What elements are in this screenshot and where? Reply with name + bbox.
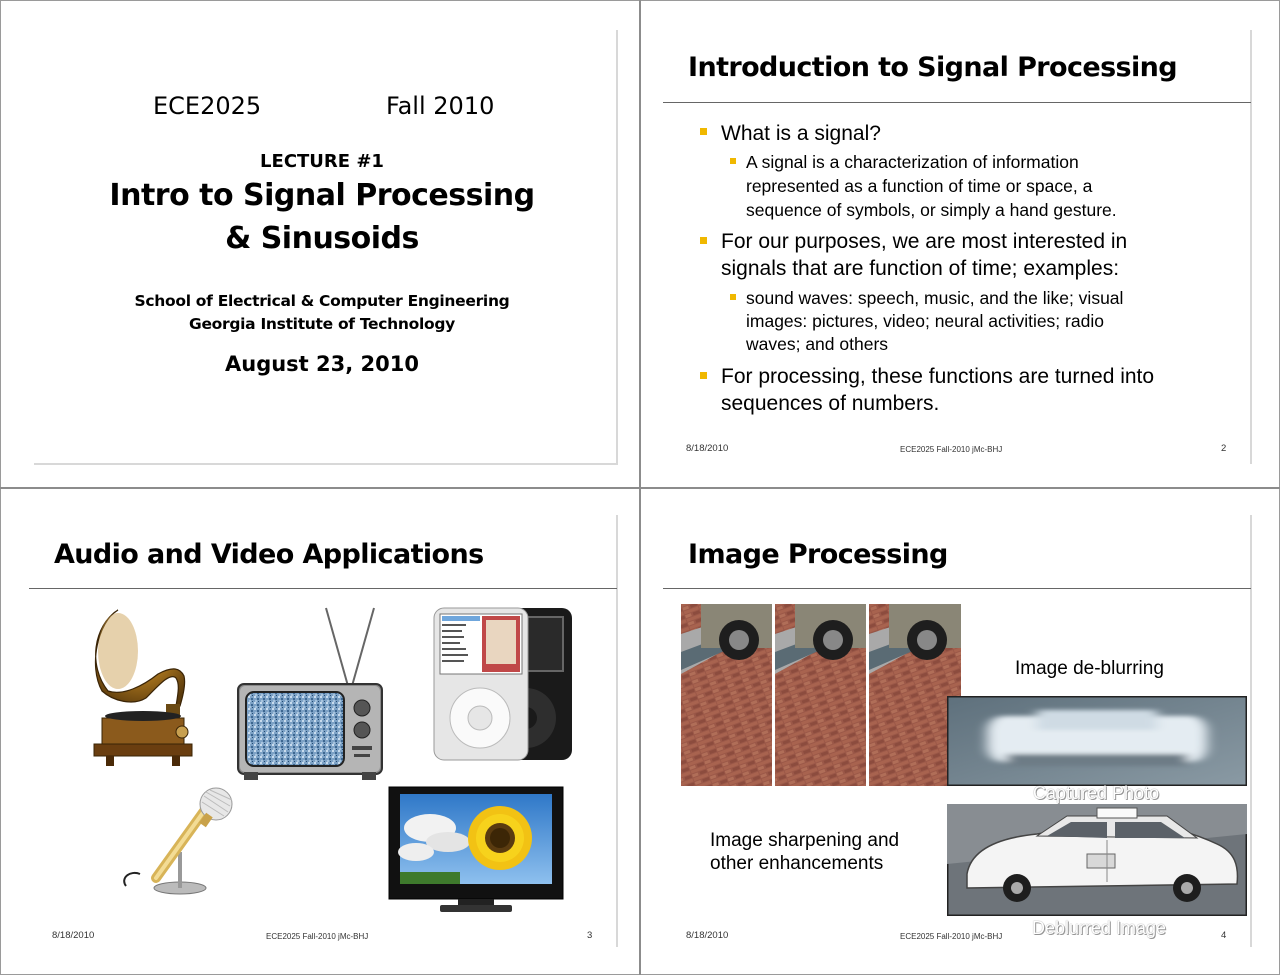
lecture-title-line1: Intro to Signal Processing	[109, 178, 535, 213]
page-number: 2	[1221, 443, 1227, 454]
course-code: ECE2025	[153, 92, 262, 120]
footer-date: 8/18/2010	[52, 930, 95, 941]
slide-shadow	[616, 515, 618, 947]
slide-title: Image Processing	[688, 539, 948, 570]
bullet-text: For processing, these functions are turned into	[721, 365, 1155, 388]
bullet-text: sound waves: speech, music, and the like; visual	[746, 288, 1124, 308]
slide-shadow	[1250, 30, 1252, 464]
slide-shadow	[1250, 515, 1252, 947]
slide-shadow	[616, 30, 618, 464]
title-rule	[663, 102, 1251, 103]
footer-course: ECE2025 Fall-2010 jMc-BHJ	[900, 445, 1003, 454]
institute-name: Georgia Institute of Technology	[189, 315, 455, 333]
course-term: Fall 2010	[386, 92, 495, 120]
bullet-marker	[730, 294, 736, 300]
deblur-photo-strip	[681, 604, 961, 786]
bullet-text: waves; and others	[746, 334, 889, 354]
ipod-image	[432, 606, 574, 762]
footer-date: 8/18/2010	[686, 443, 729, 454]
title-rule	[663, 588, 1251, 589]
horizontal-divider	[0, 487, 1280, 489]
label-captured-photo: Captured Photo	[1033, 783, 1160, 803]
deblurred-taxi-photo	[947, 804, 1247, 916]
school-name: School of Electrical & Computer Engineering	[134, 292, 510, 310]
bullet-text: sequences of numbers.	[721, 392, 940, 415]
title-rule	[29, 588, 617, 589]
microphone-image	[120, 786, 238, 898]
label-deblurred-image: Deblurred Image	[1032, 918, 1167, 938]
television-image	[236, 606, 384, 784]
page-number: 3	[587, 930, 593, 941]
bullet-marker	[700, 128, 707, 135]
footer-course: ECE2025 Fall-2010 jMc-BHJ	[266, 932, 369, 941]
bullet-marker	[730, 158, 736, 164]
footer-course: ECE2025 Fall-2010 jMc-BHJ	[900, 932, 1003, 941]
bullet-text: represented as a function of time or space, a	[746, 176, 1093, 196]
caption-sharpen-line1: Image sharpening and	[710, 830, 900, 851]
bullet-text: For our purposes, we are most interested in	[721, 230, 1128, 253]
lecture-number: LECTURE #1	[260, 151, 384, 172]
caption-sharpen-line2: other enhancements	[710, 853, 884, 874]
gramophone-image	[88, 606, 200, 770]
bullet-marker	[700, 372, 707, 379]
slide-title: Introduction to Signal Processing	[688, 52, 1178, 83]
footer-date: 8/18/2010	[686, 930, 729, 941]
slide-shadow	[34, 463, 618, 465]
bullet-text: sequence of symbols, or simply a hand gesture.	[746, 200, 1117, 220]
bullet-marker	[700, 237, 707, 244]
lecture-date: August 23, 2010	[225, 352, 419, 376]
flat-screen-tv-image	[388, 786, 564, 914]
bullet-text: What is a signal?	[721, 122, 881, 145]
slide-title: Audio and Video Applications	[54, 539, 484, 570]
captured-blurred-photo	[947, 696, 1247, 786]
bullet-text: images: pictures, video; neural activities; radio	[746, 311, 1104, 331]
bullet-text: signals that are function of time; examples:	[721, 257, 1120, 280]
bullet-text: A signal is a characterization of information	[746, 152, 1079, 172]
page-number: 4	[1221, 930, 1227, 941]
lecture-title-line2: & Sinusoids	[225, 221, 419, 256]
caption-deblur: Image de-blurring	[1015, 658, 1164, 679]
